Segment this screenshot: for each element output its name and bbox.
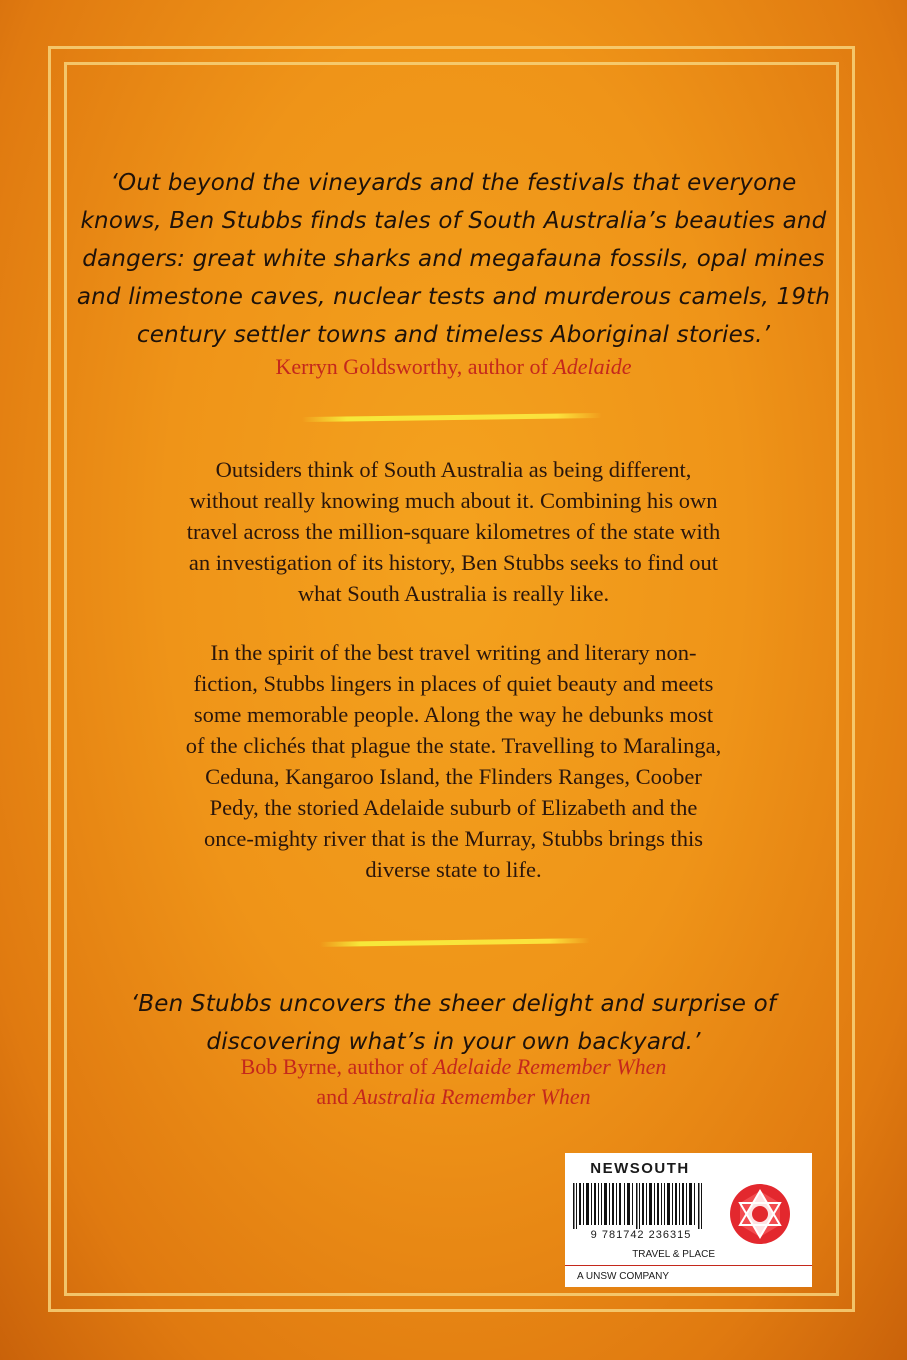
- bottom-quote: [0, 985, 907, 1061]
- company-label: A UNSW COMPANY: [565, 1265, 812, 1287]
- blurb-line: Outsiders think of South Australia as being different,: [215, 457, 692, 482]
- blurb-line: Ceduna, Kangaroo Island, the Flinders Ranges, Coober: [205, 764, 702, 789]
- top-quote-attribution: Kerryn Goldsworthy, author of Adelaide: [275, 354, 632, 379]
- quote-line: and limestone caves, nuclear tests and murderous camels, 19th: [76, 284, 831, 310]
- blurb-line: once-mighty river that is the Murray, Stubbs brings this: [203, 826, 704, 851]
- blurb-line: what South Australia is really like.: [297, 581, 610, 606]
- blurb-paragraph-1: [0, 454, 907, 609]
- blurb-line: an investigation of its history, Ben Stubbs seeks to find out: [188, 550, 719, 575]
- quote-line: century settler towns and timeless Aboriginal stories.’: [136, 322, 771, 348]
- blurb-line: without really knowing much about it. Combining his own: [189, 488, 718, 513]
- category-label: TRAVEL & PLACE: [632, 1249, 715, 1260]
- blurb-line: fiction, Stubbs lingers in places of quiet beauty and meets: [193, 671, 714, 696]
- isbn-number: 9 781742 236315: [590, 1229, 692, 1241]
- quote-line: dangers: great white sharks and megafauna fossils, opal mines: [82, 246, 825, 272]
- bottom-quote-attribution: Bob Byrne, author of Adelaide Remember When and Australia Remember When: [240, 1054, 667, 1109]
- blurb-line: some memorable people. Along the way he debunks most: [193, 702, 714, 727]
- quote-line: ‘Out beyond the vineyards and the festivals that everyone: [110, 170, 797, 196]
- blurb-line: In the spirit of the best travel writing and literary non-: [210, 640, 697, 665]
- red-gem-icon: [729, 1183, 791, 1245]
- barcode: [571, 1183, 711, 1229]
- quote-line: ‘Ben Stubbs uncovers the sheer delight and surprise of: [130, 991, 777, 1017]
- blurb-line: Pedy, the storied Adelaide suburb of Elizabeth and the: [209, 795, 698, 820]
- publisher-badge: [565, 1153, 812, 1287]
- blurb-paragraph-2: [0, 637, 907, 885]
- publisher-name: NEWSOUTH: [590, 1160, 690, 1177]
- book-title: Adelaide: [553, 354, 632, 379]
- blurb-line: diverse state to life.: [365, 857, 542, 882]
- top-quote: [0, 164, 907, 354]
- quote-line: knows, Ben Stubbs finds tales of South Australia’s beauties and: [80, 208, 827, 234]
- quote-line: discovering what’s in your own backyard.’: [206, 1029, 701, 1055]
- book-title: Adelaide Remember When: [433, 1054, 667, 1079]
- book-title: Australia Remember When: [353, 1084, 591, 1109]
- blurb-line: of the clichés that plague the state. Travelling to Maralinga,: [185, 733, 722, 758]
- blurb-line: travel across the million-square kilometres of the state with: [186, 519, 721, 544]
